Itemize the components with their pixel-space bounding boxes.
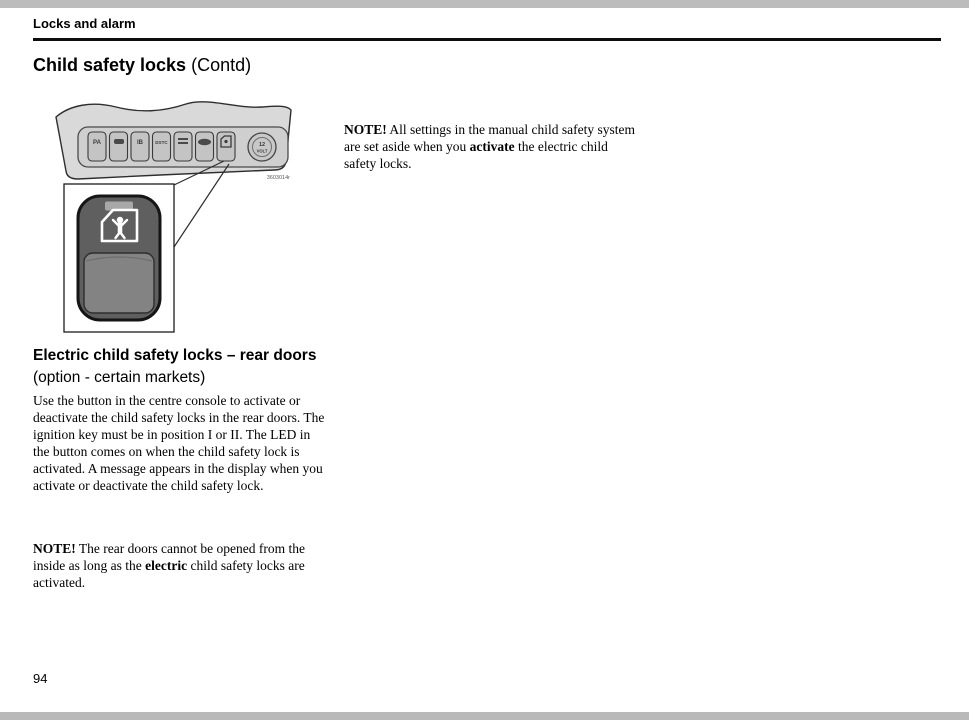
panel-button-park-assist: [88, 132, 106, 161]
panel-button-label-1: PA: [93, 140, 101, 146]
panel-button-dstc: [153, 132, 171, 161]
note-left: [33, 540, 325, 591]
car-icon: [198, 139, 211, 145]
socket-label-volt: VOLT: [256, 148, 268, 154]
sub-heading: [33, 345, 333, 388]
note-right-text-post: the electric child safety locks.: [344, 139, 608, 171]
page-number: 94: [33, 671, 48, 686]
note-right-bold-word: activate: [469, 139, 515, 154]
rocker-pad: [84, 253, 154, 313]
sub-heading-bold: Electric child safety locks – rear doors: [33, 347, 317, 364]
panel-button-label-3: IB: [137, 140, 143, 146]
panel-button-ib: [131, 132, 149, 161]
note-left-text-pre: The rear doors cannot be opened from the inside as long as the: [33, 541, 305, 573]
sub-heading-regular: (option - certain markets): [33, 368, 206, 386]
belt-icon: [114, 139, 124, 144]
panel-button-alarm: [196, 132, 214, 161]
page-title: [33, 55, 251, 76]
illustration-caption: 3603014r: [266, 175, 290, 181]
panel-buttons: [88, 132, 235, 161]
note-right-label: NOTE!: [344, 122, 387, 137]
body-paragraph: Use the button in the centre console to activate or deactivate the child safety locks in the rear doors. The ignition key must be in position I or II. The LED in the button comes on when the child safety lock is activated. A message appears in the display when you activate or deactivate the child safety lock.: [33, 393, 325, 493]
page-title-regular: (Contd): [191, 55, 252, 75]
top-divider-bar: [0, 0, 969, 8]
bottom-divider-bar: [0, 712, 969, 720]
section-header: Locks and alarm: [33, 16, 136, 31]
note-left-label: NOTE!: [33, 541, 76, 556]
panel-button-display: [174, 132, 192, 161]
note-left-text-post: child safety locks are activated.: [33, 558, 305, 590]
socket-label-12: 12: [258, 142, 266, 148]
panel-button-label-4: DSTC: [155, 140, 168, 145]
header-rule: [33, 38, 941, 41]
console-panel-illustration: [40, 95, 310, 340]
note-right-text-pre: All settings in the manual child safety system are set aside when you: [344, 122, 635, 154]
page-title-bold: Child safety locks: [33, 55, 187, 75]
note-left-bold-word: electric: [145, 558, 188, 573]
panel-button-belt: [110, 132, 128, 161]
note-right: [344, 121, 636, 172]
